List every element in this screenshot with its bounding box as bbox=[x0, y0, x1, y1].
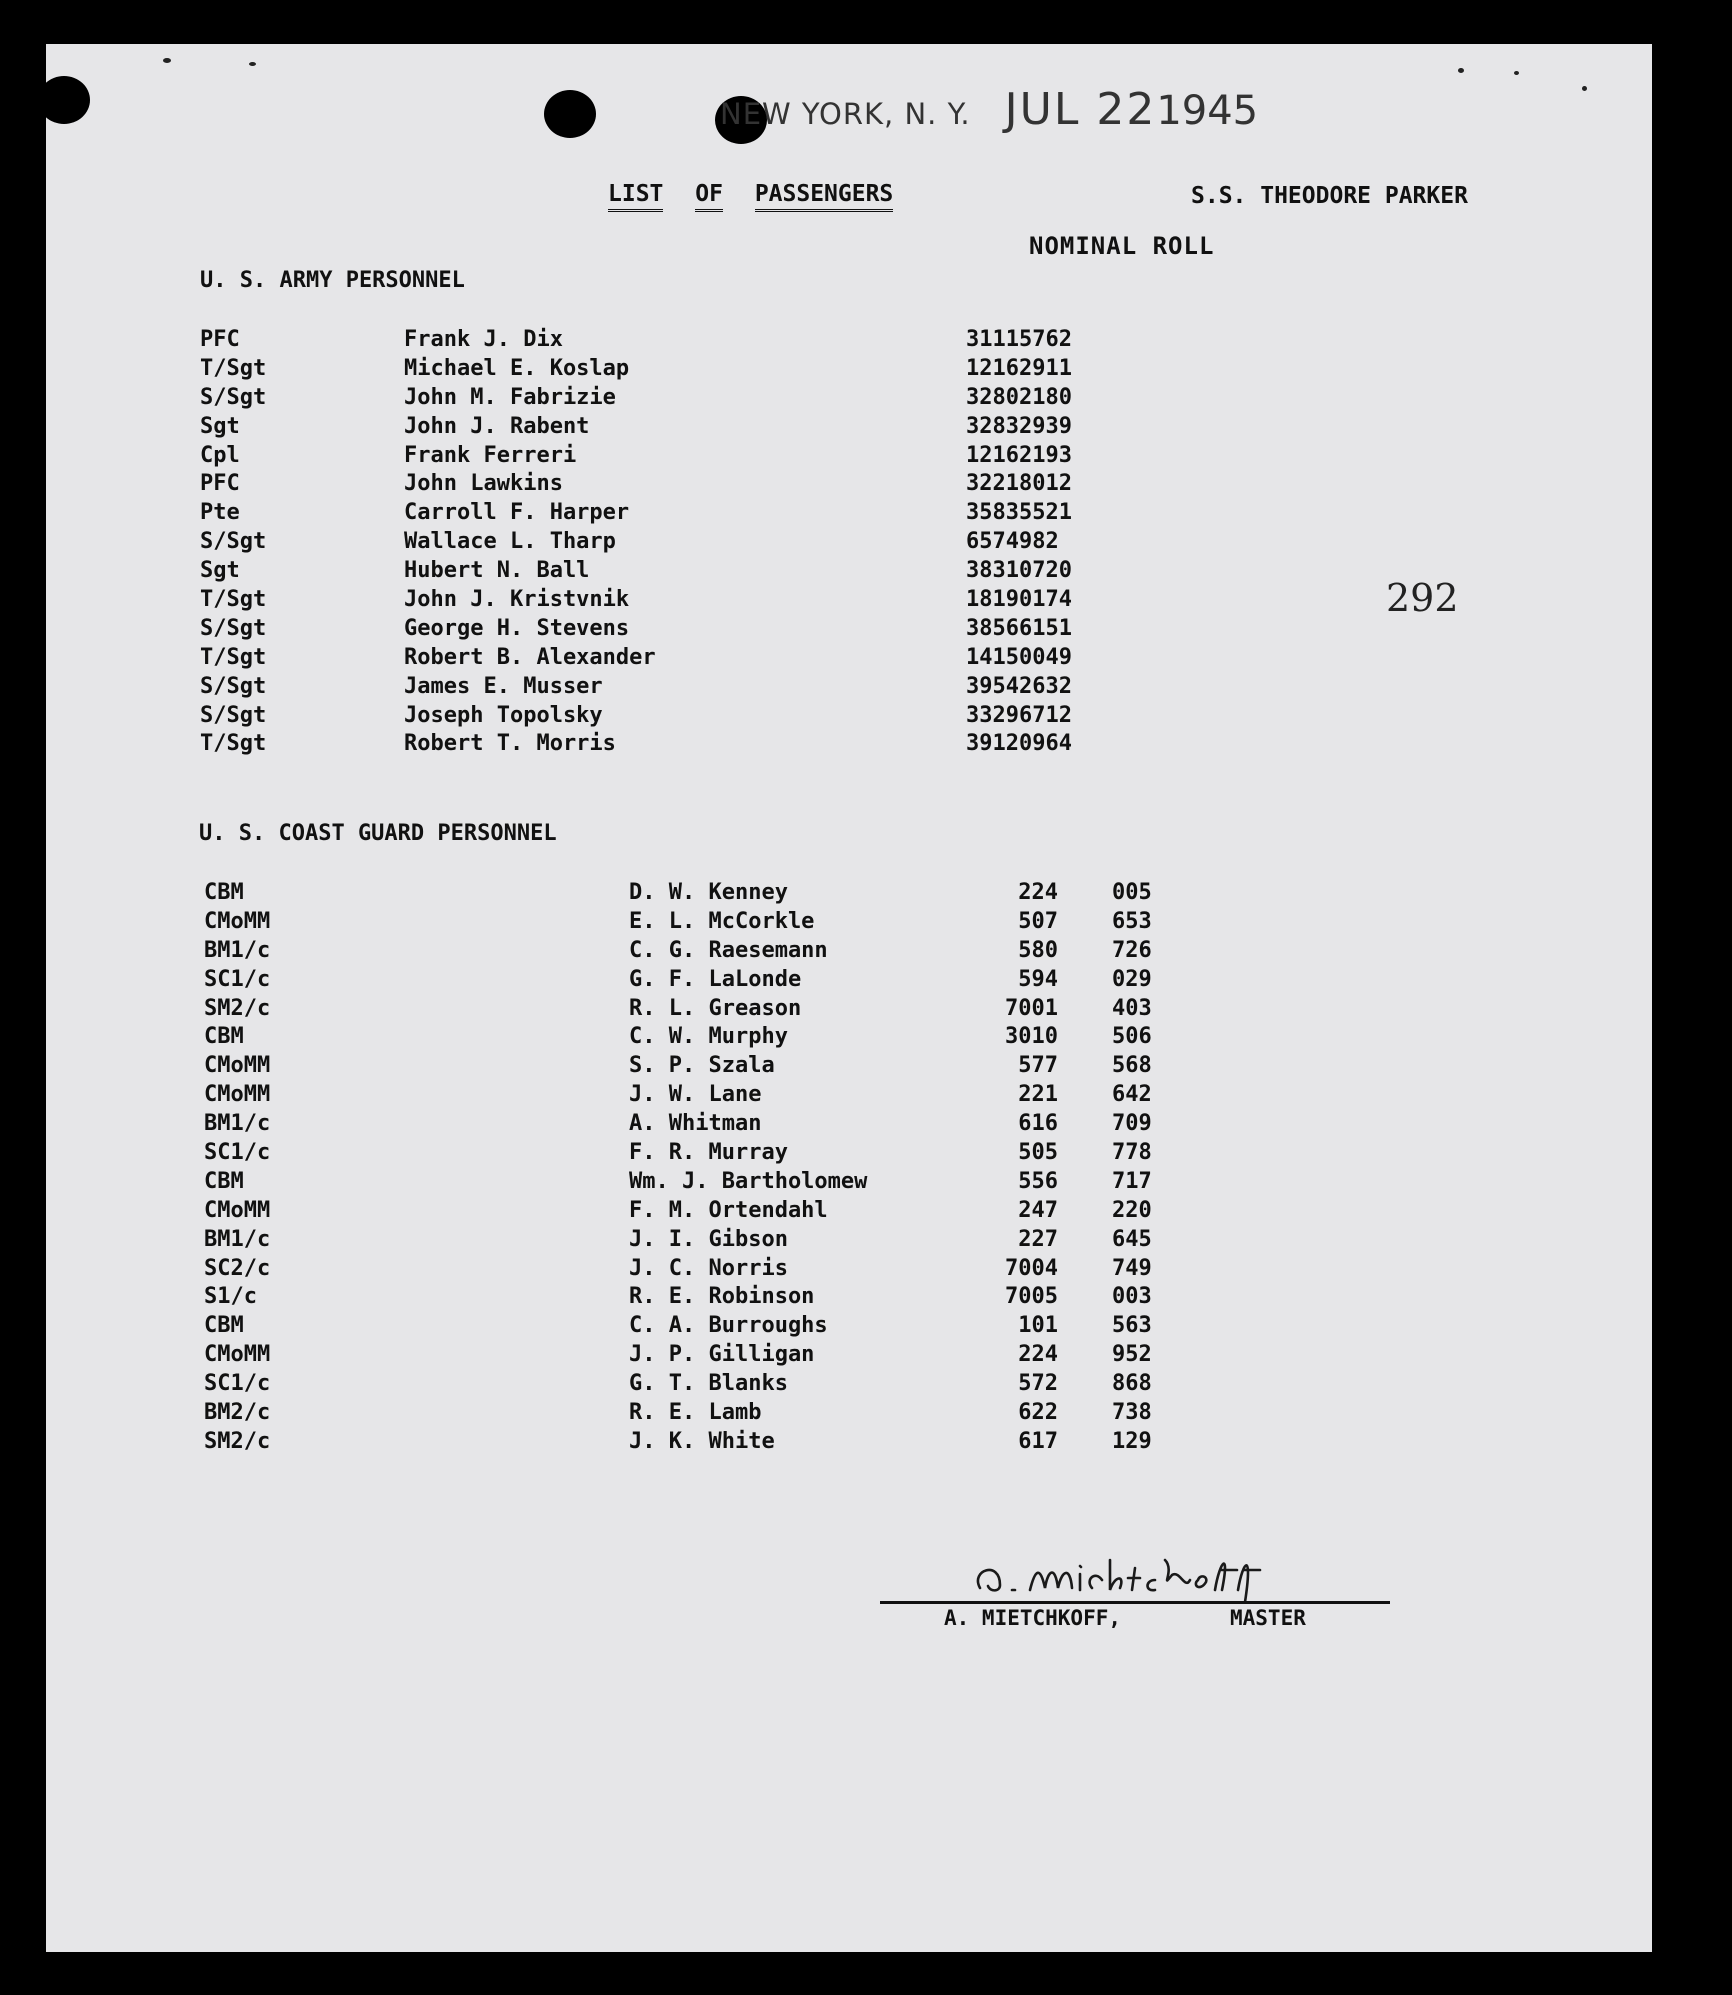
cg-name: R. E. Robinson bbox=[629, 1284, 815, 1310]
cg-rank: BM1/c bbox=[204, 937, 271, 963]
cg-rank: CBM bbox=[204, 1024, 244, 1050]
coast-guard-row bbox=[204, 1284, 1204, 1313]
army-service-number: 31115762 bbox=[966, 327, 1072, 352]
army-rank: T/Sgt bbox=[200, 731, 267, 757]
coast-guard-row bbox=[204, 1169, 1204, 1198]
cg-rank: CBM bbox=[204, 880, 244, 905]
army-rank: PFC bbox=[200, 327, 240, 352]
ship-name: S.S. THEODORE PARKER bbox=[1191, 183, 1468, 209]
army-service-number: 14150049 bbox=[966, 644, 1072, 670]
cg-number-suffix: 653 bbox=[1112, 908, 1152, 934]
coast-guard-row bbox=[204, 1198, 1204, 1227]
master-signature-block bbox=[880, 1530, 1390, 1640]
coast-guard-row bbox=[204, 1111, 1204, 1140]
ink-speck bbox=[1514, 71, 1519, 75]
coast-guard-row bbox=[204, 1313, 1204, 1342]
army-row bbox=[200, 500, 1100, 529]
cg-rank: CMoMM bbox=[204, 908, 271, 934]
coast-guard-row bbox=[204, 1053, 1204, 1082]
cg-name: C. A. Burroughs bbox=[629, 1313, 828, 1339]
army-rank: S/Sgt bbox=[200, 615, 267, 641]
army-service-number: 12162911 bbox=[966, 355, 1072, 381]
cg-name: S. P. Szala bbox=[629, 1053, 775, 1079]
army-rank: T/Sgt bbox=[200, 587, 267, 613]
cg-name: F. R. Murray bbox=[629, 1140, 788, 1166]
cg-rank: SM2/c bbox=[204, 1428, 271, 1454]
cg-number-suffix: 749 bbox=[1112, 1255, 1152, 1281]
coast-guard-section-title: U. S. COAST GUARD PERSONNEL bbox=[199, 821, 557, 846]
cg-number-prefix: 101 bbox=[1018, 1313, 1058, 1339]
army-row bbox=[200, 443, 1100, 472]
cg-number-suffix: 220 bbox=[1112, 1197, 1152, 1223]
coast-guard-row bbox=[204, 1429, 1204, 1458]
army-service-number: 35835521 bbox=[966, 500, 1072, 526]
document-title bbox=[608, 181, 893, 207]
cg-name: J. P. Gilligan bbox=[629, 1342, 815, 1368]
army-row bbox=[200, 356, 1100, 385]
cg-number-suffix: 738 bbox=[1112, 1400, 1152, 1426]
cg-number-prefix: 3010 bbox=[1005, 1024, 1058, 1050]
cg-number-suffix: 952 bbox=[1112, 1342, 1152, 1368]
punch-hole-center-left bbox=[544, 90, 596, 138]
army-section-title: U. S. ARMY PERSONNEL bbox=[200, 268, 465, 293]
army-service-number: 12162193 bbox=[966, 442, 1072, 468]
army-name: Michael E. Koslap bbox=[404, 355, 630, 381]
master-title: MASTER bbox=[1230, 1606, 1306, 1630]
army-service-number: 38566151 bbox=[966, 615, 1072, 641]
ink-speck bbox=[1458, 68, 1464, 73]
cg-name: C. G. Raesemann bbox=[629, 937, 828, 963]
title-word: PASSENGERS bbox=[755, 181, 893, 212]
army-name: John J. Kristvnik bbox=[404, 587, 630, 613]
cg-number-prefix: 7004 bbox=[1005, 1255, 1058, 1281]
army-roster bbox=[200, 327, 1100, 760]
army-row bbox=[200, 327, 1100, 356]
army-service-number: 32218012 bbox=[966, 471, 1072, 497]
cg-number-suffix: 726 bbox=[1112, 937, 1152, 963]
page-number: 292 bbox=[1386, 576, 1459, 620]
coast-guard-row bbox=[204, 1140, 1204, 1169]
army-name: Frank J. Dix bbox=[404, 327, 563, 352]
army-name: Joseph Topolsky bbox=[404, 702, 603, 728]
title-word: OF bbox=[695, 181, 723, 212]
cg-rank: CMoMM bbox=[204, 1053, 271, 1079]
army-name: John Lawkins bbox=[404, 471, 563, 497]
cg-rank: BM1/c bbox=[204, 1111, 271, 1137]
cg-number-prefix: 224 bbox=[1018, 880, 1058, 905]
army-name: Hubert N. Ball bbox=[404, 558, 590, 584]
cg-rank: CMoMM bbox=[204, 1197, 271, 1223]
army-row bbox=[200, 529, 1100, 558]
stamp-year: 1945 bbox=[1156, 88, 1259, 134]
army-rank: T/Sgt bbox=[200, 355, 267, 381]
cg-name: R. L. Greason bbox=[629, 995, 802, 1021]
cg-number-suffix: 005 bbox=[1112, 880, 1152, 905]
cg-number-prefix: 227 bbox=[1018, 1226, 1058, 1252]
army-row bbox=[200, 703, 1100, 732]
army-service-number: 6574982 bbox=[966, 529, 1059, 555]
stamp-date: JUL 22 bbox=[1004, 84, 1157, 135]
cg-number-suffix: 129 bbox=[1112, 1428, 1152, 1454]
ink-speck bbox=[163, 58, 171, 63]
army-row bbox=[200, 674, 1100, 703]
cg-rank: CMoMM bbox=[204, 1082, 271, 1108]
army-service-number: 18190174 bbox=[966, 587, 1072, 613]
cg-rank: SC1/c bbox=[204, 1371, 271, 1397]
cg-number-suffix: 645 bbox=[1112, 1226, 1152, 1252]
stamp-place: NEW YORK, N. Y. bbox=[720, 97, 971, 131]
army-name: Robert T. Morris bbox=[404, 731, 616, 757]
army-name: Frank Ferreri bbox=[404, 442, 577, 468]
cg-name: G. F. LaLonde bbox=[629, 966, 802, 992]
army-rank: S/Sgt bbox=[200, 673, 267, 699]
army-name: Robert B. Alexander bbox=[404, 644, 656, 670]
cg-name: R. E. Lamb bbox=[629, 1400, 762, 1426]
cg-name: J. C. Norris bbox=[629, 1255, 788, 1281]
cg-rank: SM2/c bbox=[204, 995, 271, 1021]
cg-number-suffix: 003 bbox=[1112, 1284, 1152, 1310]
army-service-number: 32802180 bbox=[966, 384, 1072, 410]
cg-number-suffix: 403 bbox=[1112, 995, 1152, 1021]
coast-guard-row bbox=[204, 1400, 1204, 1429]
army-name: Wallace L. Tharp bbox=[404, 529, 616, 555]
cg-name: J. I. Gibson bbox=[629, 1226, 788, 1252]
army-rank: Sgt bbox=[200, 413, 240, 439]
cg-name: E. L. McCorkle bbox=[629, 908, 815, 934]
cg-number-suffix: 568 bbox=[1112, 1053, 1152, 1079]
cg-name: C. W. Murphy bbox=[629, 1024, 788, 1050]
cg-rank: BM2/c bbox=[204, 1400, 271, 1426]
army-service-number: 39542632 bbox=[966, 673, 1072, 699]
army-rank: S/Sgt bbox=[200, 529, 267, 555]
cg-number-prefix: 7005 bbox=[1005, 1284, 1058, 1310]
cg-rank: CBM bbox=[204, 1168, 244, 1194]
army-rank: Cpl bbox=[200, 442, 240, 468]
cg-rank: S1/c bbox=[204, 1284, 257, 1310]
cg-name: G. T. Blanks bbox=[629, 1371, 788, 1397]
cg-name: Wm. J. Bartholomew bbox=[629, 1168, 868, 1194]
army-service-number: 33296712 bbox=[966, 702, 1072, 728]
cg-name: J. W. Lane bbox=[629, 1082, 762, 1108]
cg-number-suffix: 717 bbox=[1112, 1168, 1152, 1194]
cg-number-suffix: 029 bbox=[1112, 966, 1152, 992]
cg-number-suffix: 563 bbox=[1112, 1313, 1152, 1339]
coast-guard-row bbox=[204, 880, 1204, 909]
cg-number-prefix: 224 bbox=[1018, 1342, 1058, 1368]
receipt-stamp bbox=[720, 84, 1258, 135]
army-row bbox=[200, 645, 1100, 674]
title-word: LIST bbox=[608, 181, 663, 212]
coast-guard-row bbox=[204, 938, 1204, 967]
army-name: Carroll F. Harper bbox=[404, 500, 630, 526]
cg-name: J. K. White bbox=[629, 1428, 775, 1454]
cg-number-prefix: 507 bbox=[1018, 908, 1058, 934]
army-rank: S/Sgt bbox=[200, 702, 267, 728]
roll-heading: NOMINAL ROLL bbox=[1029, 232, 1215, 260]
cg-name: F. M. Ortendahl bbox=[629, 1197, 828, 1223]
army-name: George H. Stevens bbox=[404, 615, 630, 641]
cg-rank: SC1/c bbox=[204, 1140, 271, 1166]
cg-rank: CMoMM bbox=[204, 1342, 271, 1368]
cg-number-prefix: 247 bbox=[1018, 1197, 1058, 1223]
cg-name: D. W. Kenney bbox=[629, 880, 788, 905]
cg-rank: BM1/c bbox=[204, 1226, 271, 1252]
cg-number-prefix: 622 bbox=[1018, 1400, 1058, 1426]
cg-number-prefix: 617 bbox=[1018, 1428, 1058, 1454]
cg-number-prefix: 556 bbox=[1018, 1168, 1058, 1194]
cg-rank: SC1/c bbox=[204, 966, 271, 992]
cg-number-prefix: 594 bbox=[1018, 966, 1058, 992]
cg-number-suffix: 642 bbox=[1112, 1082, 1152, 1108]
cg-number-prefix: 221 bbox=[1018, 1082, 1058, 1108]
cg-number-suffix: 506 bbox=[1112, 1024, 1152, 1050]
army-rank: T/Sgt bbox=[200, 644, 267, 670]
army-row bbox=[200, 471, 1100, 500]
army-rank: Sgt bbox=[200, 558, 240, 584]
cg-number-prefix: 505 bbox=[1018, 1140, 1058, 1166]
coast-guard-row bbox=[204, 1227, 1204, 1256]
army-row bbox=[200, 731, 1100, 760]
coast-guard-row bbox=[204, 1082, 1204, 1111]
cg-number-prefix: 616 bbox=[1018, 1111, 1058, 1137]
coast-guard-row bbox=[204, 1256, 1204, 1285]
ink-speck bbox=[249, 62, 256, 66]
punch-hole-left bbox=[38, 76, 90, 124]
handwritten-signature bbox=[960, 1530, 1300, 1610]
army-row bbox=[200, 414, 1100, 443]
cg-number-prefix: 7001 bbox=[1005, 995, 1058, 1021]
army-row bbox=[200, 616, 1100, 645]
army-service-number: 38310720 bbox=[966, 558, 1072, 584]
signature-line bbox=[880, 1601, 1390, 1604]
coast-guard-row bbox=[204, 1024, 1204, 1053]
army-name: James E. Musser bbox=[404, 673, 603, 699]
coast-guard-row bbox=[204, 1371, 1204, 1400]
cg-number-suffix: 778 bbox=[1112, 1140, 1152, 1166]
cg-number-suffix: 868 bbox=[1112, 1371, 1152, 1397]
army-row bbox=[200, 558, 1100, 587]
cg-rank: CBM bbox=[204, 1313, 244, 1339]
army-name: John M. Fabrizie bbox=[404, 384, 616, 410]
master-name: A. MIETCHKOFF, bbox=[944, 1606, 1122, 1630]
army-rank: PFC bbox=[200, 471, 240, 497]
cg-name: A. Whitman bbox=[629, 1111, 762, 1137]
army-service-number: 32832939 bbox=[966, 413, 1072, 439]
coast-guard-row bbox=[204, 1342, 1204, 1371]
coast-guard-row bbox=[204, 909, 1204, 938]
cg-number-suffix: 709 bbox=[1112, 1111, 1152, 1137]
army-row bbox=[200, 385, 1100, 414]
coast-guard-row bbox=[204, 996, 1204, 1025]
document-page bbox=[46, 44, 1652, 1952]
coast-guard-roster bbox=[204, 880, 1204, 1458]
army-name: John J. Rabent bbox=[404, 413, 590, 439]
army-service-number: 39120964 bbox=[966, 731, 1072, 757]
cg-rank: SC2/c bbox=[204, 1255, 271, 1281]
ink-speck bbox=[1582, 86, 1587, 91]
army-rank: Pte bbox=[200, 500, 240, 526]
cg-number-prefix: 572 bbox=[1018, 1371, 1058, 1397]
cg-number-prefix: 577 bbox=[1018, 1053, 1058, 1079]
coast-guard-row bbox=[204, 967, 1204, 996]
cg-number-prefix: 580 bbox=[1018, 937, 1058, 963]
army-rank: S/Sgt bbox=[200, 384, 267, 410]
army-row bbox=[200, 587, 1100, 616]
